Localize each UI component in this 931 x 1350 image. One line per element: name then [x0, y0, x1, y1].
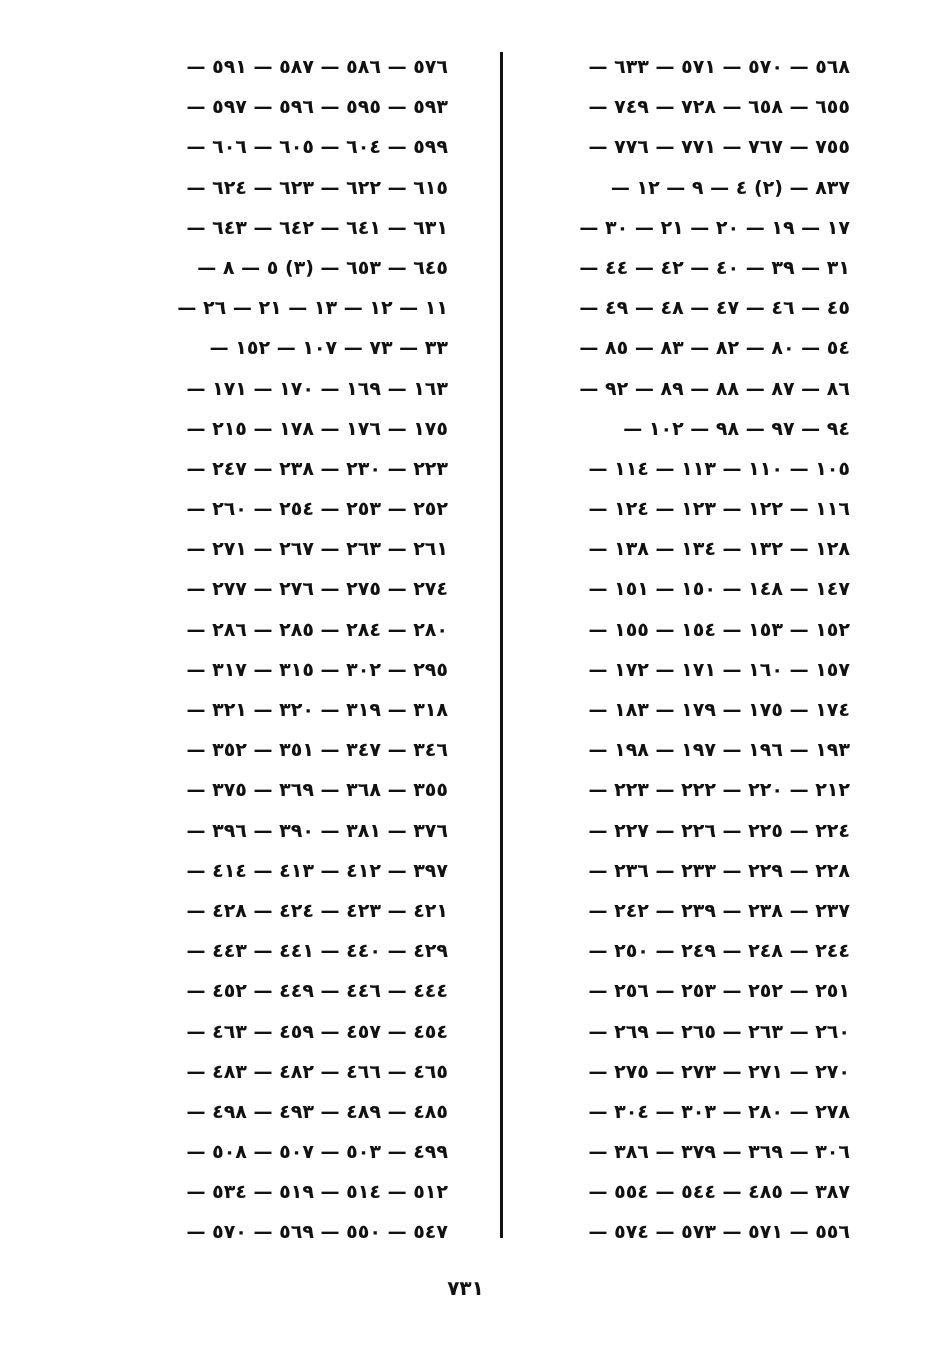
index-line: ١٩٣ — ١٩٦ — ١٩٧ — ١٩٨ — — [588, 739, 850, 762]
index-line: ١٠٥ — ١١٠ — ١١٣ — ١١٤ — — [588, 457, 850, 480]
index-line: ١٧ — ١٩ — ٢٠ — ٢١ — ٣٠ — — [579, 216, 850, 239]
index-line: ٢٥٢ — ٢٥٣ — ٢٥٤ — ٢٦٠ — — [186, 498, 448, 521]
column-divider — [500, 52, 503, 1238]
index-line: ٢٧٨ — ٢٨٠ — ٣٠٣ — ٣٠٤ — — [588, 1100, 850, 1123]
index-line: ٣٣ — ٧٣ — ١٠٧ — ١٥٢ — — [209, 337, 448, 360]
index-line: ٤٥ — ٤٦ — ٤٧ — ٤٨ — ٤٩ — — [579, 297, 850, 320]
index-line: ٤٤٤ — ٤٤٦ — ٤٤٩ — ٤٥٢ — — [186, 980, 448, 1003]
index-line: ٦١٥ — ٦٢٢ — ٦٢٣ — ٦٢٤ — — [186, 176, 448, 199]
index-line: ٢١٢ — ٢٢٠ — ٢٢٢ — ٢٢٣ — — [588, 779, 850, 802]
index-line: ٤٢٩ — ٤٤٠ — ٤٤١ — ٤٤٣ — — [186, 940, 448, 963]
index-line: ٧٥٥ — ٧٦٧ — ٧٧١ — ٧٧٦ — — [588, 136, 850, 159]
index-line: ١١٦ — ١٢٢ — ١٢٣ — ١٢٤ — — [588, 498, 850, 521]
index-line: ٥٤٧ — ٥٥٠ — ٥٦٩ — ٥٧٠ — — [186, 1221, 448, 1244]
index-line: ٤٦٥ — ٤٦٦ — ٤٨٢ — ٤٨٣ — — [186, 1060, 448, 1083]
index-line: ١٧٥ — ١٧٦ — ١٧٨ — ٢١٥ — — [186, 417, 448, 440]
index-line: ٢٦١ — ٢٦٣ — ٢٦٧ — ٢٧١ — — [186, 538, 448, 561]
left-column — [118, 47, 448, 1253]
index-line: ٥٩٣ — ٥٩٥ — ٥٩٦ — ٥٩٧ — — [186, 96, 448, 119]
index-line: ٨٦ — ٨٧ — ٨٨ — ٨٩ — ٩٢ — — [579, 377, 850, 400]
index-line: ٦٥٥ — ٦٥٨ — ٧٢٨ — ٧٤٩ — — [588, 96, 850, 119]
index-line: ٥٦٨ — ٥٧٠ — ٥٧١ — ٦٣٣ — — [588, 56, 850, 78]
index-line: ٢٢٨ — ٢٢٩ — ٢٣٣ — ٢٣٦ — — [588, 859, 850, 882]
index-line: ٢٧٤ — ٢٧٥ — ٢٧٦ — ٢٧٧ — — [186, 578, 448, 601]
index-line: ٣١ — ٣٩ — ٤٠ — ٤٢ — ٤٤ — — [579, 256, 850, 279]
index-line: ٨٣٧ — (٢) ٤ — ٩ — ١٢ — — [610, 176, 850, 199]
index-line: ٣٧٦ — ٣٨١ — ٣٩٠ — ٣٩٦ — — [186, 819, 448, 842]
index-line: ٢٧٠ — ٢٧١ — ٢٧٣ — ٢٧٥ — — [588, 1060, 850, 1083]
index-line: ٣٨٧ — ٤٨٥ — ٥٤٤ — ٥٥٤ — — [588, 1181, 850, 1204]
page-number: ٧٣١ — [447, 1276, 484, 1300]
index-line: ٢٨٠ — ٢٨٤ — ٢٨٥ — ٢٨٦ — — [186, 618, 448, 641]
index-line: ٥٤ — ٨٠ — ٨٢ — ٨٣ — ٨٥ — — [579, 337, 850, 360]
index-line: ٤٢١ — ٤٢٣ — ٤٢٤ — ٤٢٨ — — [186, 899, 448, 922]
index-line: ٢٦٠ — ٢٦٣ — ٢٦٥ — ٢٦٩ — — [588, 1020, 850, 1043]
index-line: ٦٣١ — ٦٤١ — ٦٤٢ — ٦٤٣ — — [186, 216, 448, 239]
index-line: ٣٤٦ — ٣٤٧ — ٣٥١ — ٣٥٢ — — [186, 739, 448, 762]
index-line: ٥١٢ — ٥١٤ — ٥١٩ — ٥٣٤ — — [186, 1181, 448, 1204]
index-line: ٢٤٤ — ٢٤٨ — ٢٤٩ — ٢٥٠ — — [588, 940, 850, 963]
index-line: ٤٨٥ — ٤٨٩ — ٤٩٣ — ٤٩٨ — — [186, 1100, 448, 1123]
index-line: ٦٤٥ — ٦٥٣ — (٣) ٥ — ٨ — — [197, 256, 448, 279]
index-line: ١١ — ١٢ — ١٣ — ٢١ — ٢٦ — — [177, 297, 448, 320]
index-line: ٢٩٥ — ٣٠٢ — ٣١٥ — ٣١٧ — — [186, 658, 448, 681]
index-line: ٣١٨ — ٣١٩ — ٣٢٠ — ٣٢١ — — [186, 699, 448, 721]
index-line: ٣٥٥ — ٣٦٨ — ٣٦٩ — ٣٧٥ — — [186, 779, 448, 802]
index-line: ٣٩٧ — ٤١٢ — ٤١٣ — ٤١٤ — — [186, 859, 448, 882]
index-line: ١٥٧ — ١٦٠ — ١٧١ — ١٧٢ — — [588, 658, 850, 681]
index-line: ١٤٧ — ١٤٨ — ١٥٠ — ١٥١ — — [588, 578, 850, 601]
index-line: ٢٢٣ — ٢٣٠ — ٢٣٨ — ٢٤٧ — — [186, 457, 448, 480]
index-line: ١٢٨ — ١٣٢ — ١٣٤ — ١٣٨ — — [588, 538, 850, 561]
index-line: ٥٧٦ — ٥٨٦ — ٥٨٧ — ٥٩١ — — [186, 56, 448, 78]
index-line: ١٦٣ — ١٦٩ — ١٧٠ — ١٧١ — — [186, 377, 448, 400]
index-line: ٩٤ — ٩٧ — ٩٨ — ١٠٢ — — [623, 417, 850, 440]
index-line: ١٧٤ — ١٧٥ — ١٧٩ — ١٨٣ — — [588, 699, 850, 721]
index-line: ١٥٢ — ١٥٣ — ١٥٤ — ١٥٥ — — [588, 618, 850, 641]
index-line: ٢٢٤ — ٢٢٥ — ٢٢٦ — ٢٢٧ — — [588, 819, 850, 842]
index-line: ٥٥٦ — ٥٧١ — ٥٧٣ — ٥٧٤ — — [588, 1221, 850, 1244]
right-column — [520, 47, 850, 1253]
index-line: ٢٥١ — ٢٥٢ — ٢٥٣ — ٢٥٦ — — [588, 980, 850, 1003]
index-line: ٢٣٧ — ٢٣٨ — ٢٣٩ — ٢٤٢ — — [588, 899, 850, 922]
index-line: ٥٩٩ — ٦٠٤ — ٦٠٥ — ٦٠٦ — — [186, 136, 448, 159]
index-line: ٣٠٦ — ٣٦٩ — ٣٧٩ — ٣٨٦ — — [588, 1141, 850, 1164]
index-line: ٤٩٩ — ٥٠٣ — ٥٠٧ — ٥٠٨ — — [186, 1141, 448, 1164]
index-line: ٤٥٤ — ٤٥٧ — ٤٥٩ — ٤٦٣ — — [186, 1020, 448, 1043]
